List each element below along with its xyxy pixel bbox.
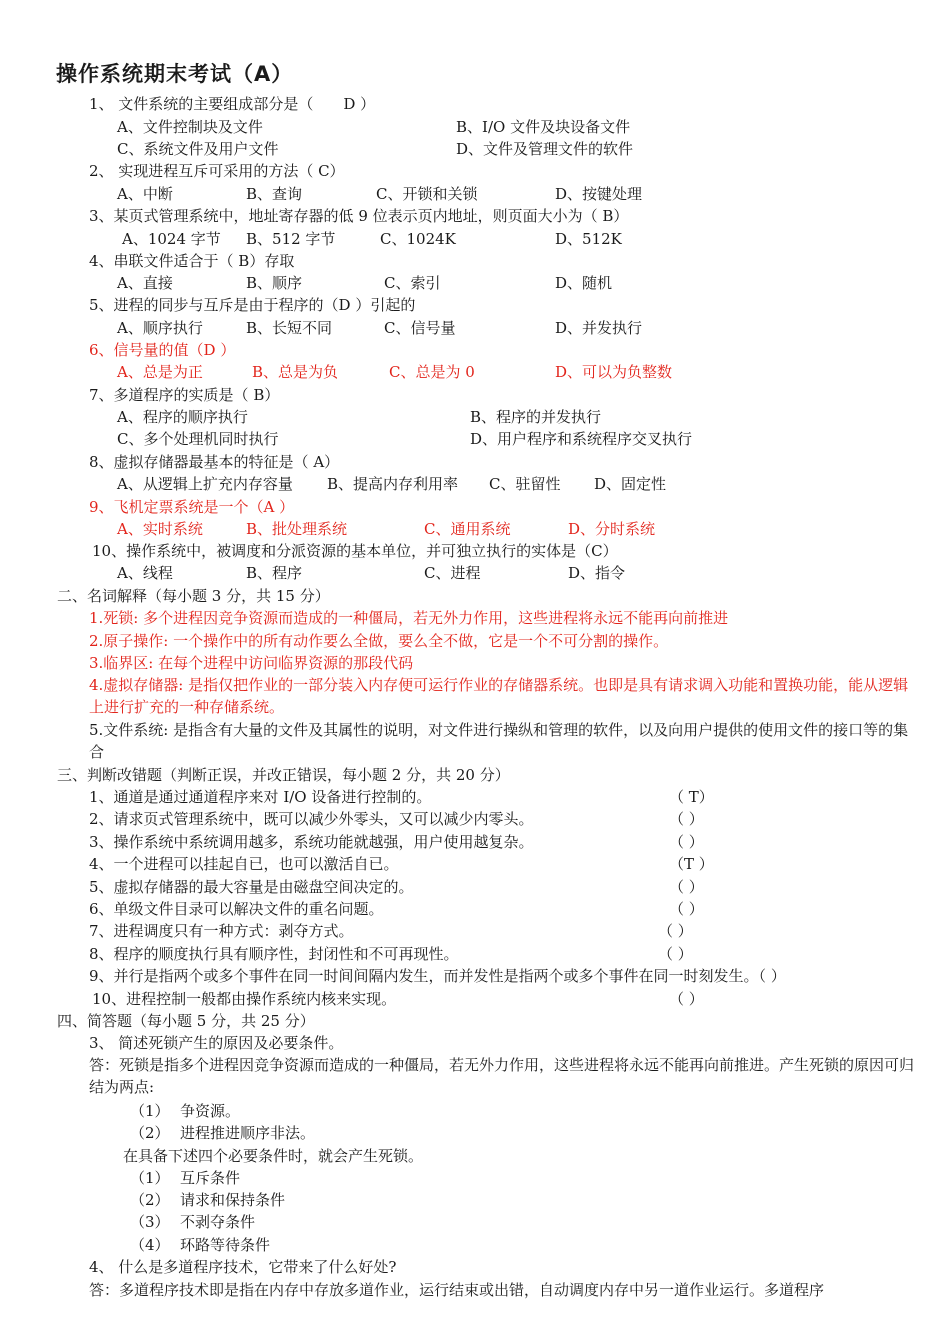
item-number: （1）: [130, 1102, 170, 1120]
question-text: 4、串联文件适合于（ B）存取: [89, 252, 295, 270]
statement: 1、通道是通过通道程序来对 I/O 设备进行控制的。: [89, 788, 432, 806]
option: D、随机: [555, 274, 613, 292]
answer-text: 答：死锁是指多个进程因竞争资源而造成的一种僵局，若无外力作用，这些进程将永远不能再向前推进。产生死锁的原因可归结为两点:: [89, 1056, 915, 1097]
option: A、程序的顺序执行: [117, 408, 248, 426]
item-text: 进程推进顺序非法。: [180, 1124, 316, 1142]
question-text: 3、某页式管理系统中，地址寄存器的低 9 位表示页内地址，则页面大小为（ B）: [89, 207, 629, 225]
answer-mark: （ T）: [669, 788, 714, 806]
statement: 5、虚拟存储器的最大容量是由磁盘空间决定的。: [89, 878, 414, 896]
answer-mark: （ ）: [669, 833, 704, 851]
option: C、总是为 0: [389, 363, 475, 381]
definition-item: 5.文件系统: 是指含有大量的文件及其属性的说明，对文件进行操纵和管理的软件，以及向用户提供的使用文件的接口等的集合: [89, 721, 909, 762]
answer-mark: （ ）: [658, 945, 693, 963]
section-heading-text: 四、简答题（每小题 5 分，共 25 分）: [57, 1012, 315, 1030]
option: B、I/O 文件及块设备文件: [456, 118, 631, 136]
section-heading-text: 三、判断改错题（判断正误，并改正错误，每小题 2 分，共 20 分）: [57, 766, 510, 784]
item-text: 互斥条件: [180, 1169, 241, 1187]
option: B、批处理系统: [246, 520, 348, 538]
option: C、信号量: [384, 319, 456, 337]
option: A、直接: [117, 274, 173, 292]
item-text: 请求和保持条件: [180, 1191, 286, 1209]
option: A、中断: [117, 185, 173, 203]
question-text: 4、 什么是多道程序技术，它带来了什么好处?: [89, 1258, 397, 1276]
option: D、按键处理: [555, 185, 643, 203]
option: B、提高内存利用率: [327, 475, 459, 493]
statement: 8、程序的顺度执行具有顺序性，封闭性和不可再现性。: [89, 945, 459, 963]
answer-mark: （ ）: [669, 878, 704, 896]
option: C、通用系统: [424, 520, 511, 538]
section-heading-text: 二、名词解释（每小题 3 分，共 15 分）: [57, 587, 330, 605]
intro-text: 在具备下述四个必要条件时，就会产生死锁。: [123, 1147, 424, 1165]
option: A、文件控制块及文件: [117, 118, 263, 136]
option: C、索引: [384, 274, 441, 292]
question-text: 3、 简述死锁产生的原因及必要条件。: [89, 1034, 344, 1052]
page-title: 操作系统期末考试（A）: [56, 62, 294, 86]
question-text: 7、多道程序的实质是（ B）: [89, 386, 280, 404]
statement: 4、一个进程可以挂起自已，也可以激活自已。: [89, 855, 399, 873]
item-text: 不剥夺条件: [180, 1213, 256, 1231]
option: B、程序的并发执行: [470, 408, 602, 426]
statement: 6、单级文件目录可以解决文件的重名问题。: [89, 900, 384, 918]
option: D、分时系统: [568, 520, 656, 538]
answer-mark: （ ）: [669, 990, 704, 1008]
question-text: 8、虚拟存储器最基本的特征是（ A）: [89, 453, 340, 471]
item-text: 环路等待条件: [180, 1236, 271, 1254]
definition-text: 3.临界区: 在每个进程中访问临界资源的那段代码: [89, 654, 414, 672]
item-text: 争资源。: [180, 1102, 241, 1120]
definition-text: 1.死锁: 多个进程因竞争资源而造成的一种僵局，若无外力作用，这些进程将永远不能再向前推进: [89, 609, 729, 627]
option: D、可以为负整数: [555, 363, 673, 381]
question-text: 9、飞机定票系统是一个（A ）: [89, 498, 295, 516]
option: B、查询: [246, 185, 303, 203]
option: A、顺序执行: [117, 319, 203, 337]
statement: 3、操作系统中系统调用越多，系统功能就越强，用户使用越复杂。: [89, 833, 534, 851]
option: B、顺序: [246, 274, 303, 292]
option: D、512K: [555, 230, 622, 248]
option: B、总是为负: [252, 363, 339, 381]
option: A、总是为正: [117, 363, 203, 381]
item-number: （3）: [130, 1213, 170, 1231]
option: A、线程: [117, 564, 173, 582]
option: C、系统文件及用户文件: [117, 140, 279, 158]
question-text: 5、进程的同步与互斥是由于程序的（D ）引起的: [89, 296, 416, 314]
statement: 7、进程调度只有一种方式：剥夺方式。: [89, 922, 354, 940]
option: C、开锁和关锁: [376, 185, 478, 203]
answer-mark: （ ）: [658, 922, 693, 940]
question-text: 1、 文件系统的主要组成部分是（ D ）: [89, 95, 376, 113]
answer-mark: （ ）: [669, 810, 704, 828]
definition-item: 4.虚拟存储器: 是指仅把作业的一部分装入内存便可运行作业的存储器系统。也即是具有请求调入功能和置换功能，能从逻辑上进行扩充的一种存储系统。: [89, 676, 909, 717]
item-number: （4）: [130, 1236, 170, 1254]
option: C、进程: [424, 564, 481, 582]
item-number: （1）: [130, 1169, 170, 1187]
option: C、驻留性: [489, 475, 561, 493]
question-text: 2、 实现进程互斥可采用的方法（ C）: [89, 162, 345, 180]
option: D、用户程序和系统程序交叉执行: [470, 430, 693, 448]
item-number: （2）: [130, 1191, 170, 1209]
option: A、1024 字节: [122, 230, 221, 248]
option: B、512 字节: [246, 230, 336, 248]
item-number: （2）: [130, 1124, 170, 1142]
answer-mark: （ ）: [669, 900, 704, 918]
option: D、指令: [568, 564, 626, 582]
statement: 10、进程控制一般都由操作系统内核来实现。: [92, 990, 397, 1008]
option: C、1024K: [380, 230, 456, 248]
option: A、实时系统: [117, 520, 203, 538]
question-text: 6、信号量的值（D ）: [89, 341, 236, 359]
statement: 9、并行是指两个或多个事件在同一时间间隔内发生，而并发性是指两个或多个事件在同一时刻发生。（ ）: [89, 967, 786, 985]
definition-text: 2.原子操作: 一个操作中的所有动作要么全做，要么全不做，它是一个不可分割的操作。: [89, 632, 669, 650]
option: B、长短不同: [246, 319, 333, 337]
option: D、文件及管理文件的软件: [456, 140, 634, 158]
option: B、程序: [246, 564, 303, 582]
option: D、并发执行: [555, 319, 643, 337]
answer-mark: （T ）: [669, 855, 714, 873]
answer-line: 答：多道程序技术即是指在内存中存放多道作业，运行结束或出错，自动调度内存中另一道作业运行。多道程序: [89, 1281, 825, 1299]
option: C、多个处理机同时执行: [117, 430, 279, 448]
statement: 2、请求页式管理系统中，既可以减少外零头，又可以减少内零头。: [89, 810, 534, 828]
option: D、固定性: [594, 475, 667, 493]
question-text: 10、操作系统中，被调度和分派资源的基本单位，并可独立执行的实体是（C）: [92, 542, 618, 560]
option: A、从逻辑上扩充内存容量: [117, 475, 293, 493]
